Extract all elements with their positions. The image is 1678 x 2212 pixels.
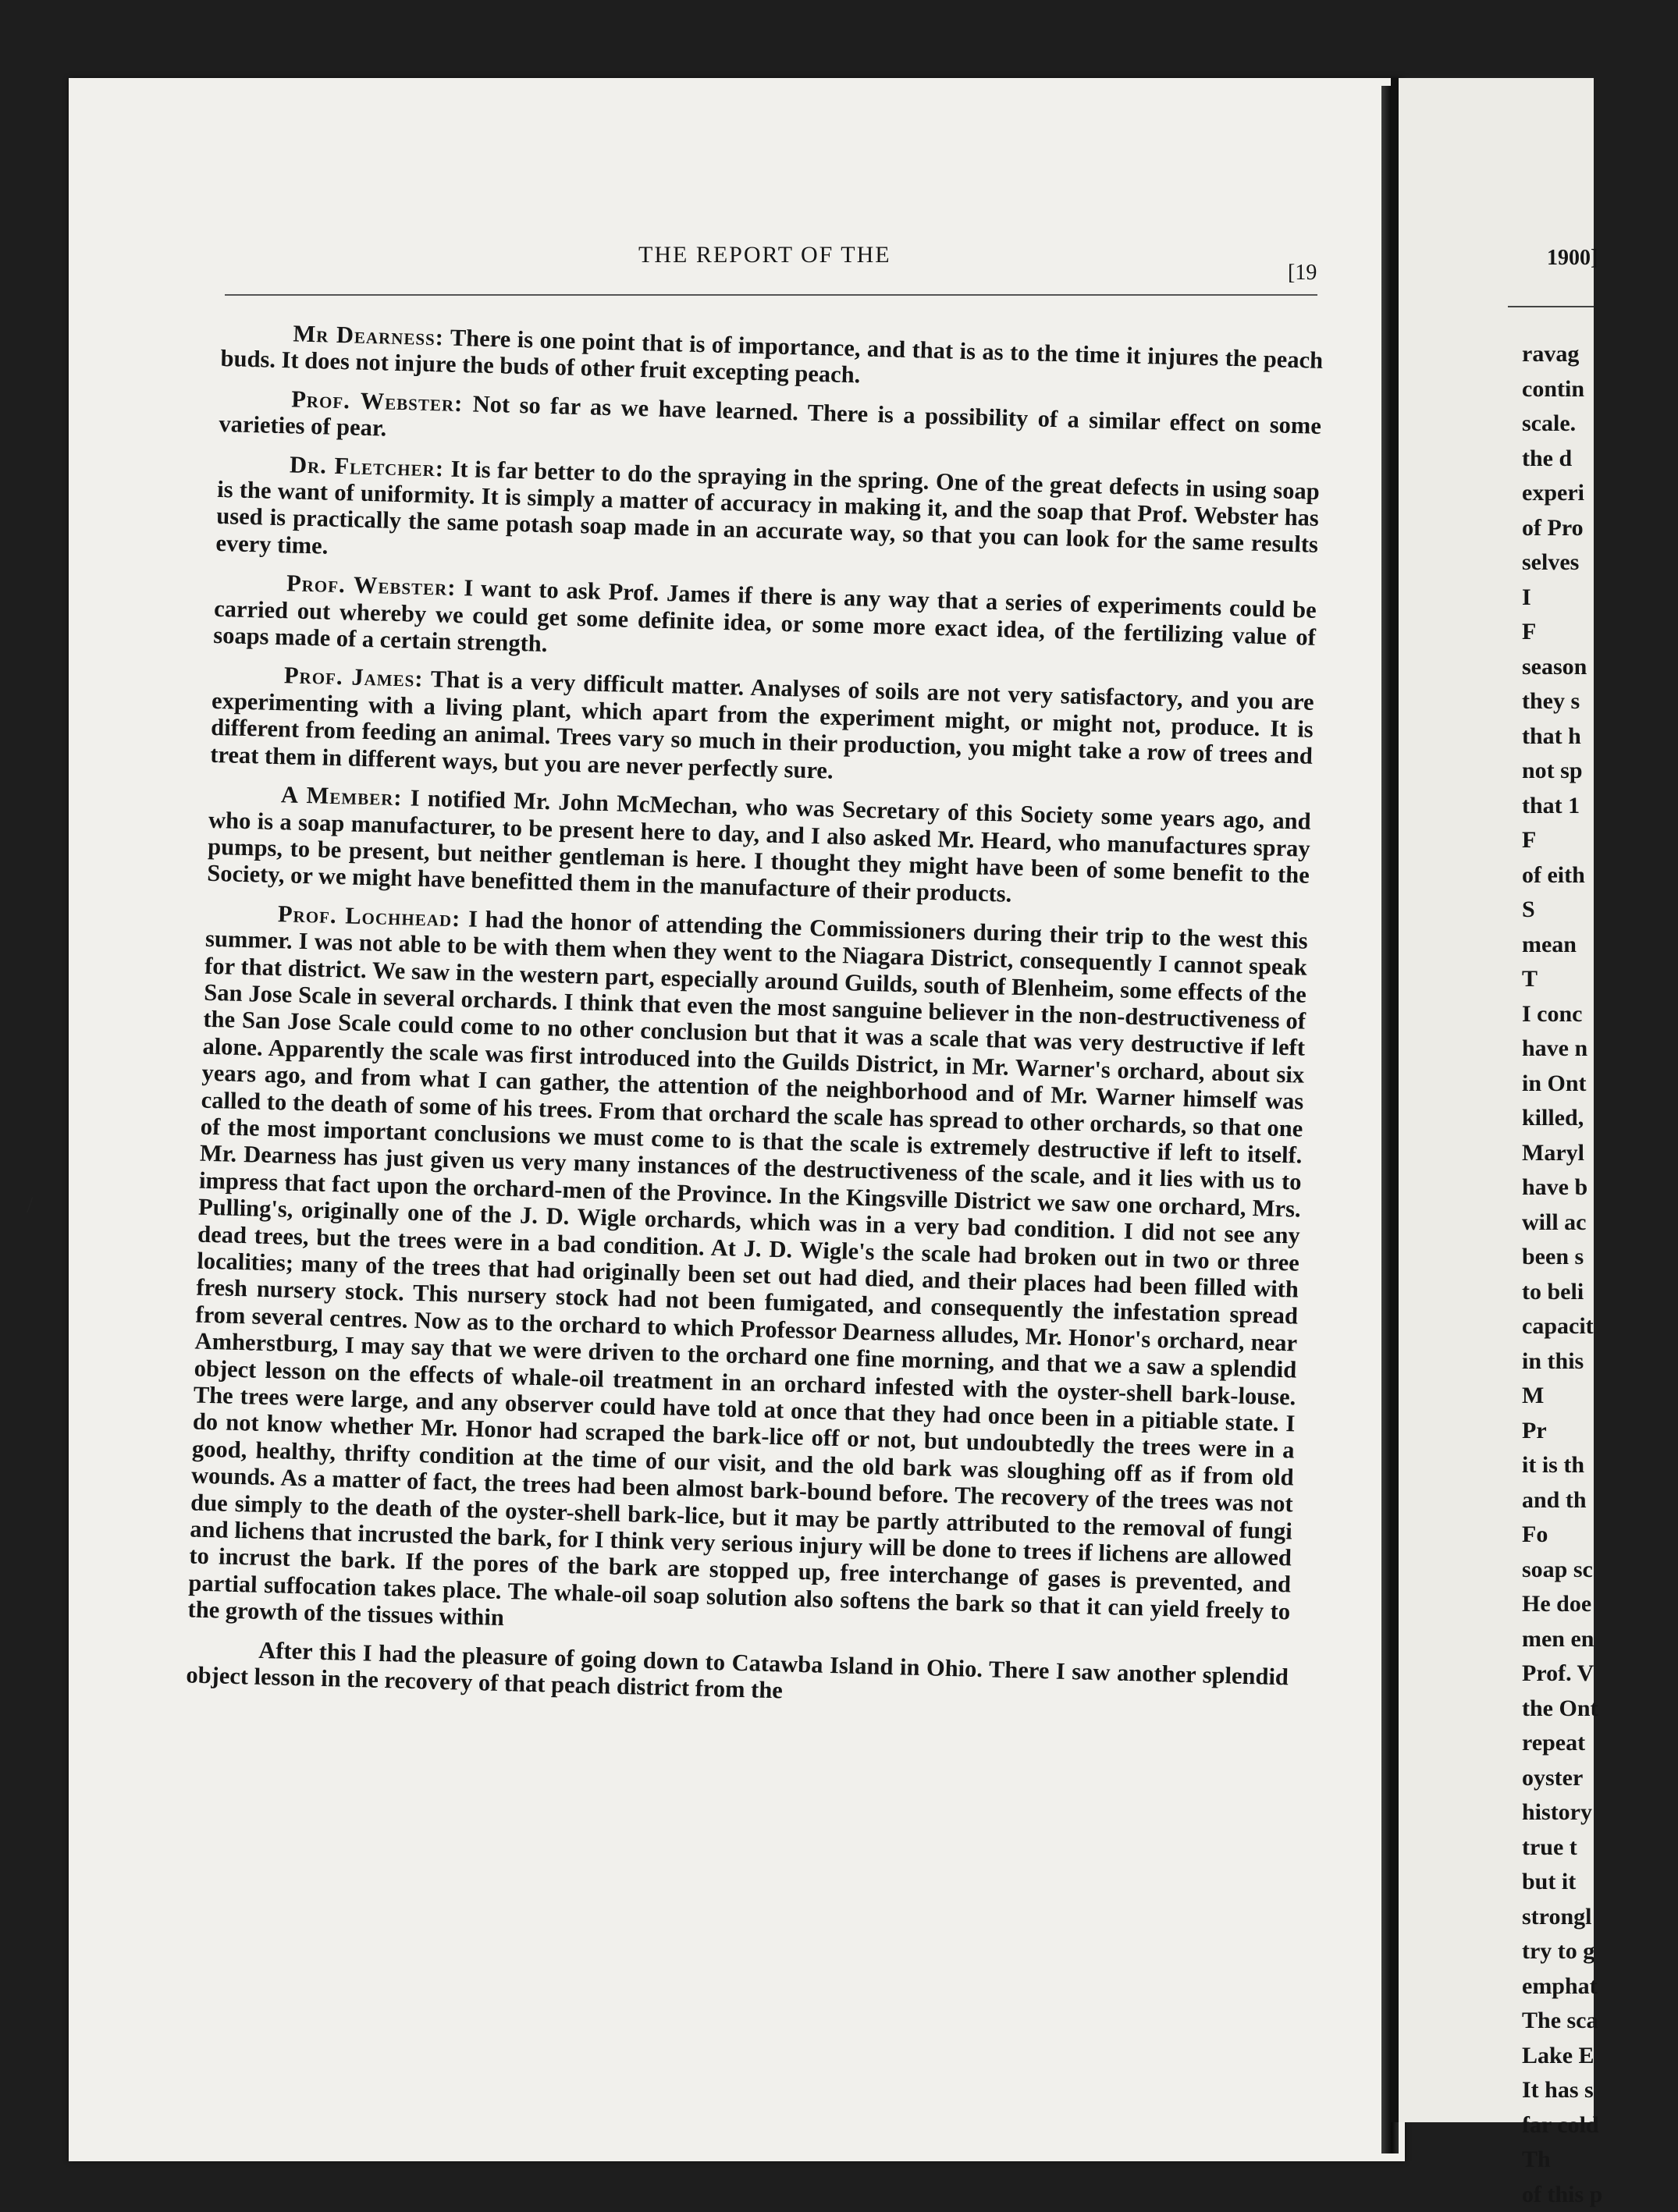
right-page-line: The sca — [1522, 2004, 1678, 2039]
paragraph — [215, 449, 1320, 586]
right-page-line: in this — [1522, 1344, 1678, 1379]
paragraph-text: I want to ask Prof. James if there is any way that a series of experiments could be carried out whereby we could get some definite idea, or some more exact idea, of the fertilizing value of soaps made of a certain strength. — [213, 574, 1317, 657]
right-page-line: soap sc — [1522, 1553, 1678, 1588]
left-page — [69, 78, 1405, 2161]
right-page-line: far cold — [1522, 2108, 1678, 2143]
right-page-line: Fo — [1522, 1518, 1678, 1553]
right-page-line: capacit — [1522, 1309, 1678, 1344]
right-page-line: T — [1522, 962, 1678, 997]
right-page-line: men en — [1522, 1622, 1678, 1657]
right-page-line: Th — [1522, 2143, 1678, 2178]
paragraph — [207, 779, 1311, 916]
paragraph-text: I notified Mr. John McMechan, who was Secretary of this Society some years ago, and who is a soap manufacturer, to be present here to day, and I also asked Mr. Heard, who manufactures spray pumps, to be present, but neither gentleman is here. I thought they might have been of some benefit to the Society, or we might have benefitted them in the manufacture of their products. — [207, 784, 1311, 907]
right-page-line: of this p — [1522, 2178, 1678, 2212]
right-page-line: it is th — [1522, 1448, 1678, 1483]
right-page-line: contin — [1522, 372, 1678, 407]
right-page-line: they s — [1522, 684, 1678, 719]
right-page-line: try to g — [1522, 1934, 1678, 1969]
speaker-name: Dr. Fletcher: — [290, 451, 445, 481]
right-page-line: He doe — [1522, 1587, 1678, 1622]
speaker-name: Mr Dearness: — [293, 320, 444, 350]
speaker-name: Prof. James: — [284, 662, 424, 693]
paragraph-text: I had the honor of attending the Commissioners during their trip to the west this summer. I was not able to be with them when they went to the Niagara District, consequently I cannot speak for that district. We saw in the western part, especially around Guilds, south of Blenheim, some effects of the San Jose Scale in several orchards. I think that even the most sanguine believer in the non-destructiveness of the San Jose Scale could come to no other conclusion but that it was a scale that was very destructive if left alone. Apparently the scale was first introduced into the Guilds District, in Mr. Warner's orchard, about six years ago, and from what I can gather, the attention of the neighborhood and of Mr. Warner himself was called to the death of some of his trees. From that orchard the scale has spread to other orchards, so that one of the most important conclusions we must come to is that the scale is extremely destructive if left to itself. Mr. Dearness has just given us very many instances of the destructiveness of the scale, and it lies with us to impress that fact upon the orchard-men of the Province. In the Kingsville District we saw one orchard, Mrs. Pulling's, originally one of the J. D. Wigle orchards, which was in a very bad condition. I did not see any dead trees, but the trees were in a bad condition. At J. D. Wigle's the scale had broken out in two or three localities; many of the trees that had originally been set out had died, and their places had been filled with fresh nursery stock. This nursery stock had not been fumigated, and consequently the infestation spread from several centres. Now as to the orchard to which Professor Dearness alludes, Mr. Honor's orchard, near Amherstburg, I may say that we were driven to the orchard one fine morning, and that we a saw a splendid object lesson on the effects of whale-oil treatment in an orchard infested with the oyster-shell bark-louse. The trees were large, and any observer could have told at once that they had once been in a pitiable state. I do not know whether Mr. Honor had scraped the bark-lice off or not, but undoubtedly the trees were in a good, healthy, thrifty condition at the time of our visit, and the old bark was sloughing off as if from old wounds. As a matter of fact, the trees had been almost bark-bound before. The recovery of the trees was not due simply to the death of the oyster-shell bark-lice, but it may be partly attributed to the removal of fungi and lichens that incrusted the bark, for I think very serious injury will be done to trees if lichens are allowed to incrust the bark. If the pores of the bark are stopped up, free interchange of gases is prevented, and partial suffocation takes place. The whale-oil soap solution also softens the bark so that it can yield freely to the growth of the tissues within — [187, 905, 1308, 1631]
right-page-line: will ac — [1522, 1205, 1678, 1241]
body-text — [186, 318, 1324, 1729]
right-page-line: F — [1522, 823, 1678, 858]
right-page-line: strongl — [1522, 1900, 1678, 1935]
right-page-line: I — [1522, 581, 1678, 616]
right-page-line: of eith — [1522, 858, 1678, 893]
right-page-line: ravag — [1522, 337, 1678, 372]
right-page-line: S — [1522, 893, 1678, 928]
right-page-line: emphat — [1522, 1969, 1678, 2004]
paragraph-text: There is one point that is of importance, and that is as to the time it injures the peach buds. It does not injure the buds of other fruit excepting peach. — [220, 324, 1323, 388]
right-page-line: F — [1522, 615, 1678, 650]
right-page-line: Maryl — [1522, 1136, 1678, 1171]
page-number: [19 — [1288, 261, 1317, 286]
right-page-line: history — [1522, 1795, 1678, 1830]
speaker-name: Prof. Webster: — [286, 570, 457, 602]
right-page-line: Pr — [1522, 1414, 1678, 1449]
right-page-line: true t — [1522, 1830, 1678, 1866]
right-page-line: mean — [1522, 928, 1678, 963]
right-page-line: that h — [1522, 719, 1678, 754]
paragraph-text: After this I had the pleasure of going down to Catawba Island in Ohio. There I saw another splendid object lesson in the recovery of that peach district from the — [186, 1637, 1289, 1704]
paragraph — [213, 568, 1317, 677]
right-page-line: repeat — [1522, 1726, 1678, 1761]
right-page-line: M — [1522, 1379, 1678, 1414]
right-page-line: the d — [1522, 442, 1678, 477]
right-page-line: have b — [1522, 1170, 1678, 1205]
right-page-line: of Pro — [1522, 511, 1678, 546]
right-page-line: It has s — [1522, 2073, 1678, 2108]
right-page — [1391, 78, 1594, 2122]
right-page-line: scale. — [1522, 407, 1678, 442]
right-page-line: selves — [1522, 545, 1678, 581]
right-page-fragments — [1522, 337, 1678, 2212]
right-page-line: killed, — [1522, 1101, 1678, 1136]
speaker-name: A Member: — [281, 781, 403, 811]
right-page-line: and th — [1522, 1483, 1678, 1518]
paragraph-text: It is far better to do the spraying in the spring. One of the great defects in using soap is the want of uniformity. It is simply a matter of accuracy in making it, and the soap that Prof. Webster has used is practically the same potash soap made in an accurate way, so that you can look for the same results every time. — [215, 455, 1320, 559]
speaker-name: Prof. Webster: — [291, 385, 464, 417]
right-header-rule — [1508, 306, 1594, 307]
header-rule — [225, 294, 1317, 296]
running-head: THE REPORT OF THE — [638, 242, 891, 268]
paragraph-text: Not so far as we have learned. There is a possibility of a similar effect on some varieties of pear. — [219, 390, 1321, 442]
right-page-line: to beli — [1522, 1275, 1678, 1310]
right-page-line: been s — [1522, 1240, 1678, 1275]
right-page-line: the Ont — [1522, 1692, 1678, 1727]
right-running-head: 1900] — [1547, 246, 1598, 271]
right-page-line: Lake E — [1522, 2039, 1678, 2074]
paragraph — [210, 660, 1314, 797]
right-page-line: experi — [1522, 476, 1678, 511]
right-page-line: in Ont — [1522, 1067, 1678, 1102]
right-page-line: but it — [1522, 1865, 1678, 1900]
right-page-line: oyster — [1522, 1761, 1678, 1796]
paragraph-text: That is a very difficult matter. Analyses of soils are not very satisfactory, and you are experimenting with a living plant, which apart from the experiment might, or might not, produce. It is different from feeding an animal. Trees vary so much in their production, you might take a row of trees and treat them in different ways, but you are never perfectly sure. — [210, 666, 1314, 783]
right-page-line: season — [1522, 650, 1678, 685]
paragraph — [187, 898, 1308, 1652]
right-page-line: not sp — [1522, 754, 1678, 789]
right-page-line: Prof. V — [1522, 1656, 1678, 1692]
right-page-line: have n — [1522, 1031, 1678, 1067]
right-page-line: I conc — [1522, 997, 1678, 1032]
right-page-line: that 1 — [1522, 789, 1678, 824]
margin-mark: / — [27, 1192, 33, 1219]
speaker-name: Prof. Lochhead: — [278, 900, 461, 932]
